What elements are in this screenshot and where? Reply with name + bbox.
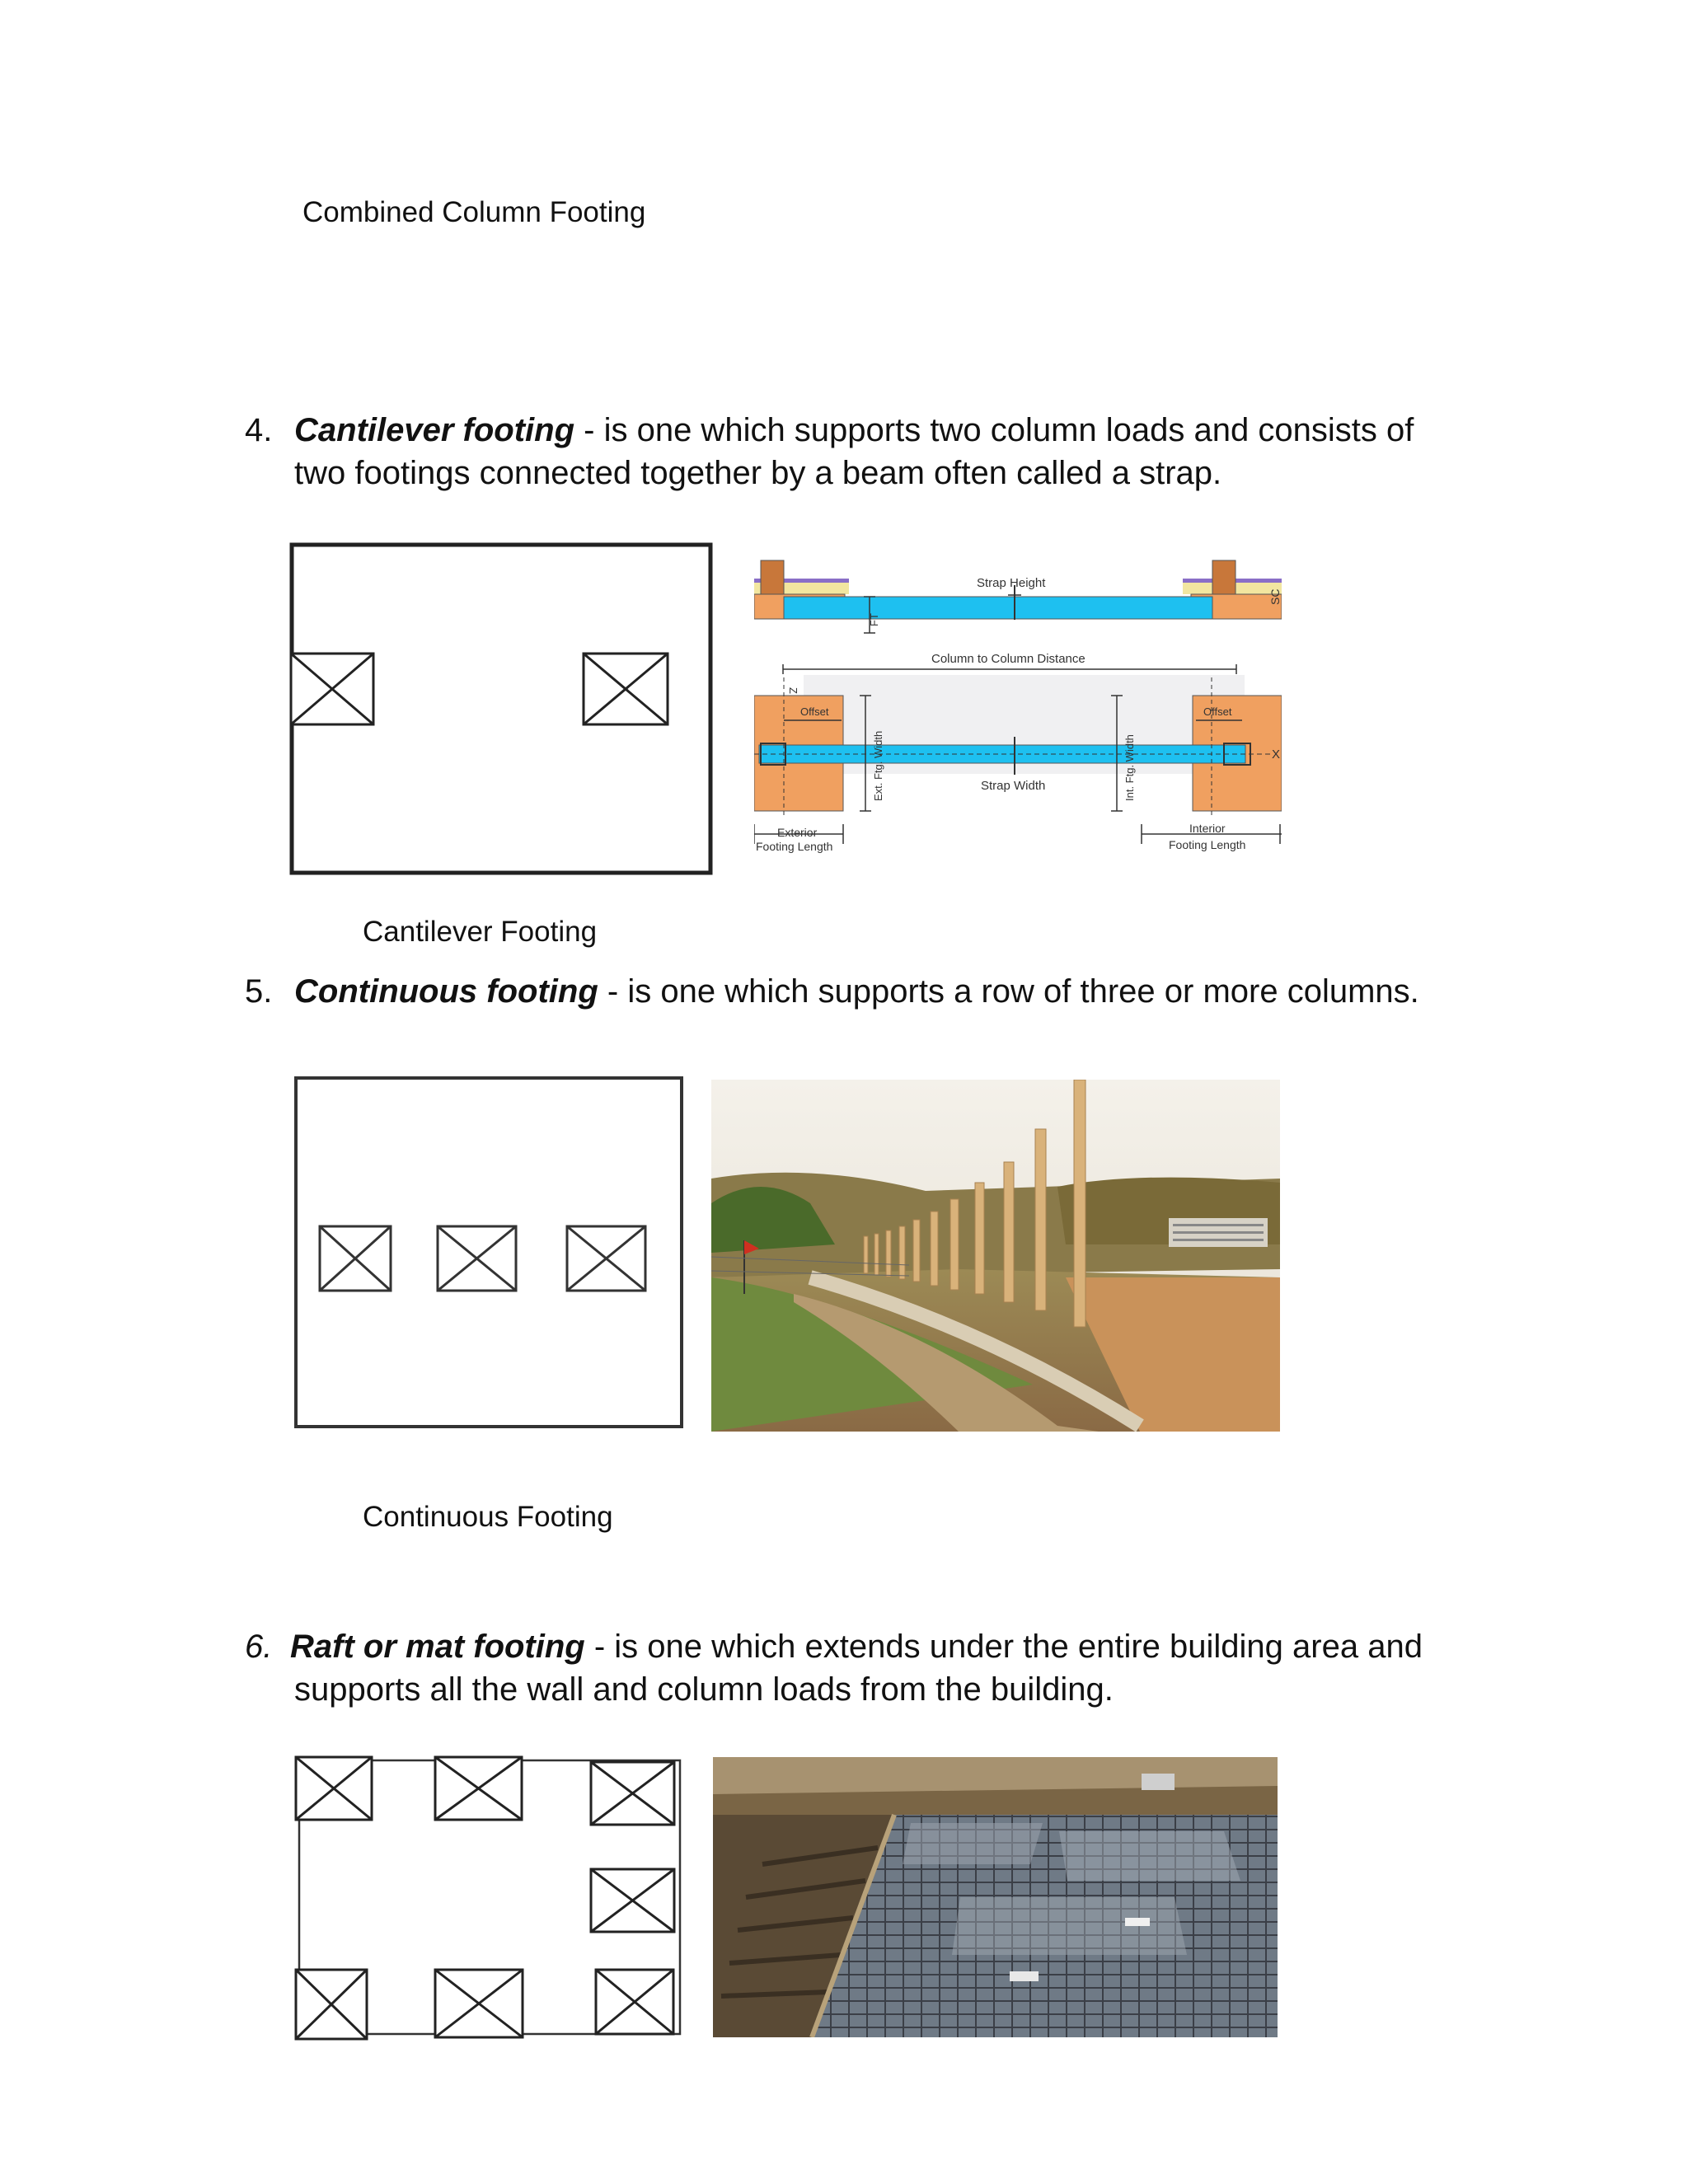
list-item-raft [245, 1625, 1481, 1716]
column-box [296, 1757, 372, 1820]
ext-ftg-width-label: Ext. Ftg. Width [872, 730, 884, 801]
interior-label: Interior [1189, 822, 1226, 835]
sc-label: SC [1268, 588, 1282, 605]
item-number: 4. [245, 412, 273, 448]
column-box [596, 1970, 673, 2034]
column-box [435, 1970, 523, 2037]
continuous-footing-photo [711, 1080, 1280, 1432]
column-box-left [291, 654, 373, 724]
item-term: Cantilever footing [294, 412, 575, 448]
exterior-label: Exterior [777, 826, 818, 839]
item-text: - is one which supports two column loads and consists of [574, 412, 1414, 448]
item-line-2: two footings connected together by a beam often called a strap. [294, 455, 1222, 491]
raft-footing-photo [713, 1757, 1278, 2037]
raft-plan-diagram [293, 1754, 688, 2042]
column-box [591, 1762, 674, 1825]
item-line-1 [294, 409, 1414, 452]
z-axis-label: Z [787, 687, 799, 694]
item-line-1 [290, 1625, 1423, 1668]
caption-cantilever-footing: Cantilever Footing [363, 916, 598, 948]
offset-label-right: Offset [1203, 705, 1232, 718]
strap-height-label: Strap Height [977, 576, 1046, 590]
column-distance-label: Column to Column Distance [931, 652, 1085, 666]
item-number: 6. [245, 1629, 273, 1665]
exterior-footing-length-label: Footing Length [756, 840, 833, 853]
column-box [320, 1226, 391, 1291]
item-text: - is one which extends under the entire building area and [584, 1629, 1423, 1665]
caption-combined-footing: Combined Column Footing [302, 196, 646, 228]
strap-width-label: Strap Width [981, 779, 1046, 793]
list-item-continuous [245, 970, 1481, 1016]
column-box [438, 1226, 516, 1291]
item-term: Continuous footing [294, 973, 598, 1010]
offset-label-left: Offset [800, 705, 829, 718]
item-line-2: supports all the wall and column loads from the building. [294, 1671, 1114, 1708]
item-number: 5. [245, 973, 273, 1010]
column-box [296, 1970, 367, 2039]
column-box [567, 1226, 645, 1291]
cantilever-plan-diagram [287, 540, 715, 878]
caption-continuous-footing: Continuous Footing [363, 1501, 613, 1533]
continuous-plan-diagram [293, 1076, 687, 1432]
column-box [435, 1757, 522, 1820]
column-box [591, 1869, 674, 1932]
column-box-right [584, 654, 668, 724]
item-text: - is one which supports a row of three or more columns. [598, 973, 1419, 1010]
interior-footing-length-label: Footing Length [1169, 838, 1246, 851]
x-axis-label: X [1272, 748, 1281, 762]
item-line-1 [294, 970, 1419, 1013]
int-ftg-width-label: Int. Ftg. Width [1123, 734, 1136, 801]
item-term: Raft or mat footing [290, 1629, 585, 1665]
ft-label: FT [868, 613, 880, 626]
strap-footing-diagram [754, 554, 1282, 867]
list-item-cantilever [245, 409, 1481, 499]
